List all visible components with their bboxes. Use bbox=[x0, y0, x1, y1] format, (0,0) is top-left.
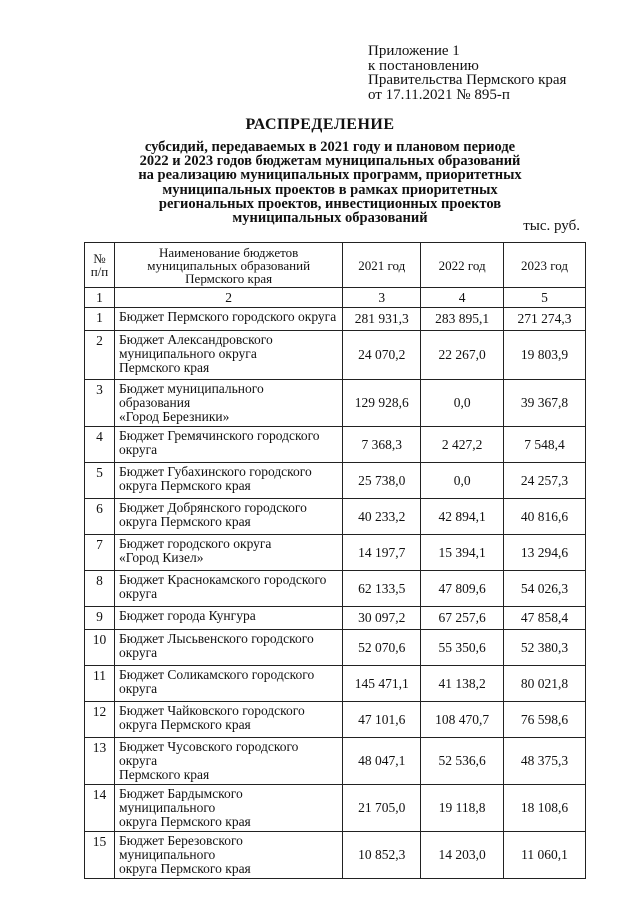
budget-name-line: Бюджет Гремячинского городского bbox=[118, 428, 320, 443]
budget-name-line: Бюджет Соликамского городского bbox=[118, 667, 315, 682]
budget-name bbox=[114, 832, 342, 879]
budget-name-line: Бюджет Александровского bbox=[118, 332, 273, 347]
amount-2022: 0,0 bbox=[421, 380, 504, 427]
subtitle-line: муниципальных проектов в рамках приоритетных bbox=[162, 181, 498, 198]
subtitle-line: на реализацию муниципальных программ, приоритетных bbox=[138, 167, 522, 184]
amount-2021: 145 471,1 bbox=[343, 666, 421, 702]
budget-name-line: Бюджет Пермского городского округа bbox=[118, 309, 337, 324]
table-row bbox=[85, 702, 586, 738]
budget-name bbox=[114, 331, 342, 380]
subtitle-line: 2022 и 2023 годов бюджетам муниципальных образований bbox=[139, 153, 521, 170]
amount-2023: 54 026,3 bbox=[504, 571, 586, 607]
amount-2023: 11 060,1 bbox=[504, 832, 586, 879]
budget-name bbox=[114, 427, 342, 463]
amount-2022: 41 138,2 bbox=[421, 666, 504, 702]
budget-name-line: Бюджет города Кунгура bbox=[118, 608, 256, 623]
amount-2022: 42 894,1 bbox=[421, 499, 504, 535]
row-number: 10 bbox=[85, 630, 115, 666]
subtitle-line: региональных проектов, инвестиционных проектов bbox=[158, 195, 502, 212]
amount-2023: 24 257,3 bbox=[504, 463, 586, 499]
amount-2022: 55 350,6 bbox=[421, 630, 504, 666]
row-number: 1 bbox=[85, 308, 115, 331]
amount-2023: 7 548,4 bbox=[504, 427, 586, 463]
row-number: 13 bbox=[85, 738, 115, 785]
header-name: Наименование бюджетов муниципальных образований Пермского края bbox=[114, 243, 342, 288]
header-num: № п/п bbox=[85, 243, 115, 288]
budget-name bbox=[114, 308, 342, 331]
table-row bbox=[85, 331, 586, 380]
amount-2023: 40 816,6 bbox=[504, 499, 586, 535]
column-number: 3 bbox=[343, 288, 421, 308]
budget-name-line: Бюджет Чусовского городского округа bbox=[118, 739, 299, 768]
table-row bbox=[85, 571, 586, 607]
appendix-block bbox=[368, 44, 566, 102]
budget-name-line: Пермского края bbox=[118, 767, 210, 782]
budget-name bbox=[114, 666, 342, 702]
row-number: 12 bbox=[85, 702, 115, 738]
column-number: 1 bbox=[85, 288, 115, 308]
row-number: 5 bbox=[85, 463, 115, 499]
budget-name-line: округа Пермского края bbox=[118, 814, 251, 829]
row-number: 2 bbox=[85, 331, 115, 380]
budget-name-line: Бюджет Добрянского городского bbox=[118, 500, 307, 515]
table-row bbox=[85, 308, 586, 331]
amount-2023: 47 858,4 bbox=[504, 607, 586, 630]
appendix-line: к постановлению bbox=[368, 57, 479, 74]
amount-2022: 283 895,1 bbox=[421, 308, 504, 331]
amount-2021: 47 101,6 bbox=[343, 702, 421, 738]
budget-name bbox=[114, 535, 342, 571]
amount-2022: 22 267,0 bbox=[421, 331, 504, 380]
document-subtitle bbox=[100, 140, 560, 225]
budget-name bbox=[114, 738, 342, 785]
column-number: 5 bbox=[504, 288, 586, 308]
subtitle-line: субсидий, передаваемых в 2021 году и плановом периоде bbox=[144, 139, 516, 155]
amount-2022: 52 536,6 bbox=[421, 738, 504, 785]
amount-2023: 19 803,9 bbox=[504, 331, 586, 380]
amount-2021: 129 928,6 bbox=[343, 380, 421, 427]
budget-name bbox=[114, 499, 342, 535]
table-row bbox=[85, 535, 586, 571]
amount-2023: 76 598,6 bbox=[504, 702, 586, 738]
budget-name-line: Бюджет Чайковского городского bbox=[118, 703, 305, 718]
amount-2023: 52 380,3 bbox=[504, 630, 586, 666]
amount-2021: 52 070,6 bbox=[343, 630, 421, 666]
table-row bbox=[85, 832, 586, 879]
column-number: 2 bbox=[114, 288, 342, 308]
amount-2023: 48 375,3 bbox=[504, 738, 586, 785]
row-number: 9 bbox=[85, 607, 115, 630]
row-number: 15 bbox=[85, 832, 115, 879]
amount-2021: 281 931,3 bbox=[343, 308, 421, 331]
budget-name-line: муниципального округа bbox=[118, 346, 257, 361]
amount-2022: 15 394,1 bbox=[421, 535, 504, 571]
document-title: РАСПРЕДЕЛЕНИЕ bbox=[245, 116, 395, 133]
table-row bbox=[85, 607, 586, 630]
budget-name-line: Пермского края bbox=[118, 360, 210, 375]
appendix-date-line: от 17.11.2021 № 895-п bbox=[368, 86, 510, 103]
table-row bbox=[85, 380, 586, 427]
row-number: 6 bbox=[85, 499, 115, 535]
amount-2022: 108 470,7 bbox=[421, 702, 504, 738]
row-number: 8 bbox=[85, 571, 115, 607]
budget-name bbox=[114, 607, 342, 630]
appendix-line: Правительства Пермского края bbox=[368, 72, 567, 88]
row-number: 14 bbox=[85, 785, 115, 832]
budget-name bbox=[114, 380, 342, 427]
budget-name-line: округа Пермского края bbox=[118, 861, 251, 876]
amount-2021: 25 738,0 bbox=[343, 463, 421, 499]
row-number: 11 bbox=[85, 666, 115, 702]
amount-2023: 271 274,3 bbox=[504, 308, 586, 331]
table-row bbox=[85, 427, 586, 463]
column-numbers-row bbox=[85, 288, 586, 308]
table-row bbox=[85, 499, 586, 535]
budget-name-line: округа bbox=[118, 645, 158, 660]
budget-name bbox=[114, 463, 342, 499]
row-number: 7 bbox=[85, 535, 115, 571]
row-number: 4 bbox=[85, 427, 115, 463]
amount-2022: 14 203,0 bbox=[421, 832, 504, 879]
table-row bbox=[85, 785, 586, 832]
amount-2021: 40 233,2 bbox=[343, 499, 421, 535]
amount-2021: 30 097,2 bbox=[343, 607, 421, 630]
header-2022: 2022 год bbox=[421, 243, 504, 288]
subtitle-line: муниципальных образований bbox=[232, 210, 428, 227]
units-label: тыс. руб. bbox=[523, 218, 580, 234]
amount-2023: 80 021,8 bbox=[504, 666, 586, 702]
budget-name-line: округа Пермского края bbox=[118, 514, 251, 529]
amount-2023: 18 108,6 bbox=[504, 785, 586, 832]
header-2023: 2023 год bbox=[504, 243, 586, 288]
amount-2021: 62 133,5 bbox=[343, 571, 421, 607]
budget-name-line: «Город Кизел» bbox=[118, 550, 204, 565]
budget-name-line: округа Пермского края bbox=[118, 717, 251, 732]
budget-name-line: округа bbox=[118, 586, 158, 601]
budget-name bbox=[114, 630, 342, 666]
budget-name-line: «Город Березники» bbox=[118, 409, 230, 424]
amount-2021: 10 852,3 bbox=[343, 832, 421, 879]
table-row bbox=[85, 666, 586, 702]
budget-name-line: Бюджет городского округа bbox=[118, 536, 272, 551]
budget-name-line: округа bbox=[118, 681, 158, 696]
column-number: 4 bbox=[421, 288, 504, 308]
amount-2022: 67 257,6 bbox=[421, 607, 504, 630]
amount-2022: 19 118,8 bbox=[421, 785, 504, 832]
amount-2022: 0,0 bbox=[421, 463, 504, 499]
budget-name bbox=[114, 785, 342, 832]
budget-name-line: округа bbox=[118, 442, 158, 457]
subsidy-table bbox=[84, 242, 586, 879]
amount-2022: 2 427,2 bbox=[421, 427, 504, 463]
budget-name-line: Бюджет Губахинского городского bbox=[118, 464, 312, 479]
budget-name bbox=[114, 702, 342, 738]
amount-2021: 21 705,0 bbox=[343, 785, 421, 832]
header-2021: 2021 год bbox=[343, 243, 421, 288]
table-header-row bbox=[85, 243, 586, 288]
budget-name-line: округа Пермского края bbox=[118, 478, 251, 493]
row-number: 3 bbox=[85, 380, 115, 427]
budget-name-line: Бюджет Лысьвенского городского bbox=[118, 631, 314, 646]
amount-2021: 14 197,7 bbox=[343, 535, 421, 571]
amount-2023: 39 367,8 bbox=[504, 380, 586, 427]
amount-2021: 7 368,3 bbox=[343, 427, 421, 463]
amount-2021: 48 047,1 bbox=[343, 738, 421, 785]
table-row bbox=[85, 630, 586, 666]
budget-name-line: Бюджет муниципального образования bbox=[118, 381, 264, 410]
amount-2023: 13 294,6 bbox=[504, 535, 586, 571]
table-row bbox=[85, 463, 586, 499]
budget-name bbox=[114, 571, 342, 607]
appendix-line: Приложение 1 bbox=[368, 43, 460, 59]
budget-name-line: Бюджет Березовского муниципального bbox=[118, 833, 243, 862]
amount-2021: 24 070,2 bbox=[343, 331, 421, 380]
budget-name-line: Бюджет Краснокамского городского bbox=[118, 572, 327, 587]
amount-2022: 47 809,6 bbox=[421, 571, 504, 607]
budget-name-line: Бюджет Бардымского муниципального bbox=[118, 786, 243, 815]
table-row bbox=[85, 738, 586, 785]
